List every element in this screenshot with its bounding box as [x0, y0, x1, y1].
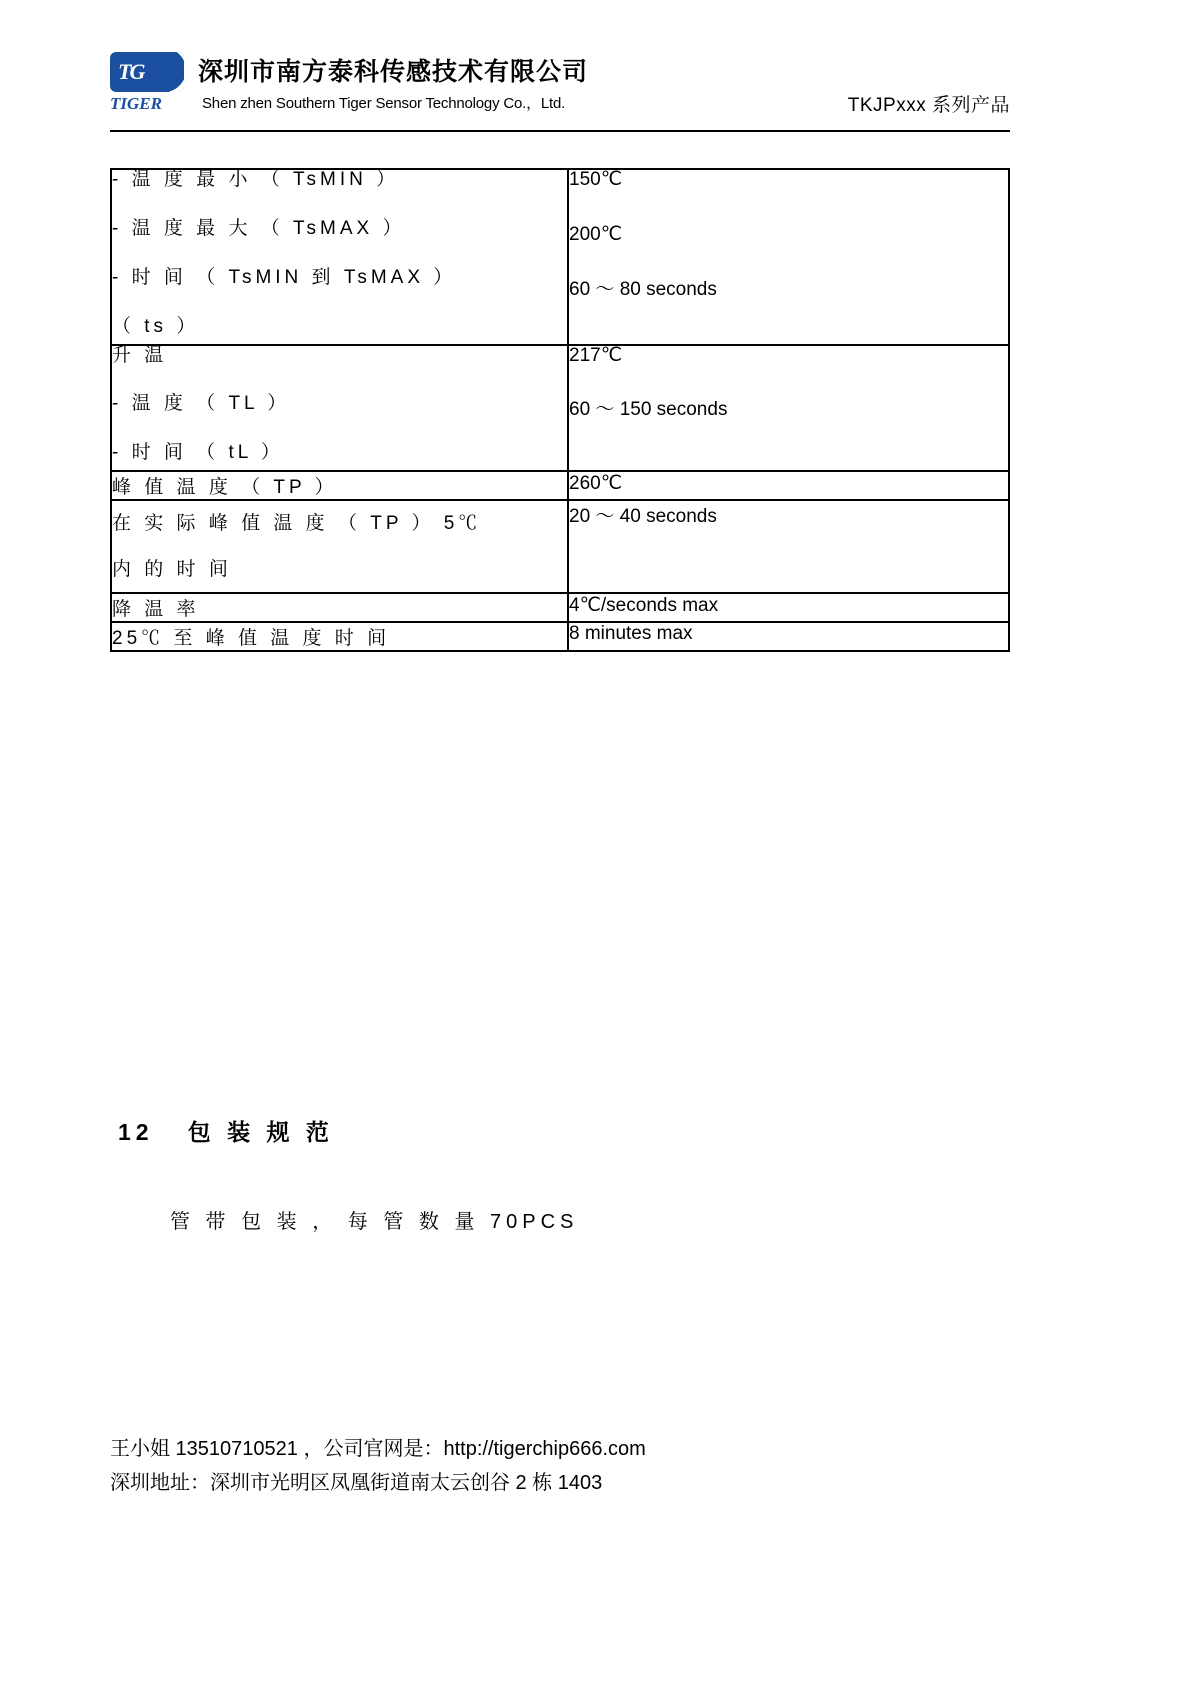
document-series-label: TKJPxxx 系列产品 — [847, 95, 1010, 116]
row-value-cell — [568, 345, 1009, 472]
table-row — [111, 471, 1009, 500]
label-line: - 时 间 （ TsMIN 到 TsMAX ） — [112, 266, 457, 288]
section-title: 包 装 规 范 — [187, 1119, 334, 1145]
row-value-cell — [568, 169, 1009, 345]
row-value-cell: 4℃/seconds max — [568, 593, 1009, 622]
logo-wordmark: TIGER — [110, 94, 162, 113]
table-row — [111, 169, 1009, 345]
row-label-cell — [111, 500, 568, 593]
row-label-cell — [111, 345, 568, 472]
header-divider — [110, 130, 1010, 132]
label-line: - 温 度 （ TL ） — [112, 393, 291, 415]
footer-address-line: 深圳地址：深圳市光明区凤凰街道南太云创谷 2 栋 1403 — [110, 1472, 603, 1494]
company-name-cn: 深圳市南方泰科传感技术有限公司 — [198, 58, 589, 86]
label-line: - 温 度 最 小 （ TsMIN ） — [112, 169, 400, 190]
logo-monogram: TG — [118, 59, 144, 84]
label-line: 在 实 际 峰 值 温 度 （ TP ） 5℃ — [112, 513, 482, 535]
table-row — [111, 500, 1009, 593]
value-line: 150℃ — [569, 169, 623, 190]
reflow-profile-table — [110, 168, 1010, 652]
company-logo — [110, 52, 190, 114]
label-line: - 时 间 （ tL ） — [112, 442, 284, 464]
table-row — [111, 345, 1009, 472]
row-label-cell: 降 温 率 — [111, 593, 568, 622]
row-value-cell: 8 minutes max — [568, 622, 1009, 651]
row-value-cell: 260℃ — [568, 471, 1009, 500]
label-line: - 温 度 最 大 （ TsMAX ） — [112, 217, 406, 239]
page-header — [110, 52, 1010, 130]
row-label-cell: 峰 值 温 度 （ TP ） — [111, 471, 568, 500]
value-line: 60 ～ 150 seconds — [569, 399, 728, 421]
label-line: 内 的 时 间 — [112, 558, 232, 580]
value-line: 217℃ — [569, 344, 623, 366]
row-label-cell: 25℃ 至 峰 值 温 度 时 间 — [111, 622, 568, 651]
label-line: 升 温 — [112, 344, 168, 366]
section-number: 12 — [118, 1119, 154, 1145]
value-line: 200℃ — [569, 223, 623, 245]
footer-contact-line: 王小姐 13510710521 ，公司官网是：http://tigerchip666.com — [110, 1438, 646, 1460]
tiger-logo-icon — [110, 52, 184, 92]
section-body-text: 管 带 包 装 ， 每 管 数 量 70PCS — [170, 1211, 579, 1233]
label-line: （ ts ） — [112, 315, 200, 337]
row-value-cell: 20 ～ 40 seconds — [568, 500, 1009, 593]
table-row — [111, 593, 1009, 622]
section-heading — [118, 1114, 334, 1147]
row-label-cell — [111, 169, 568, 345]
value-line: 60 ～ 80 seconds — [569, 278, 717, 300]
company-name-en: Shen zhen Southern Tiger Sensor Technology Co.，Ltd. — [202, 95, 566, 112]
page-footer — [110, 1432, 646, 1500]
table-row — [111, 622, 1009, 651]
